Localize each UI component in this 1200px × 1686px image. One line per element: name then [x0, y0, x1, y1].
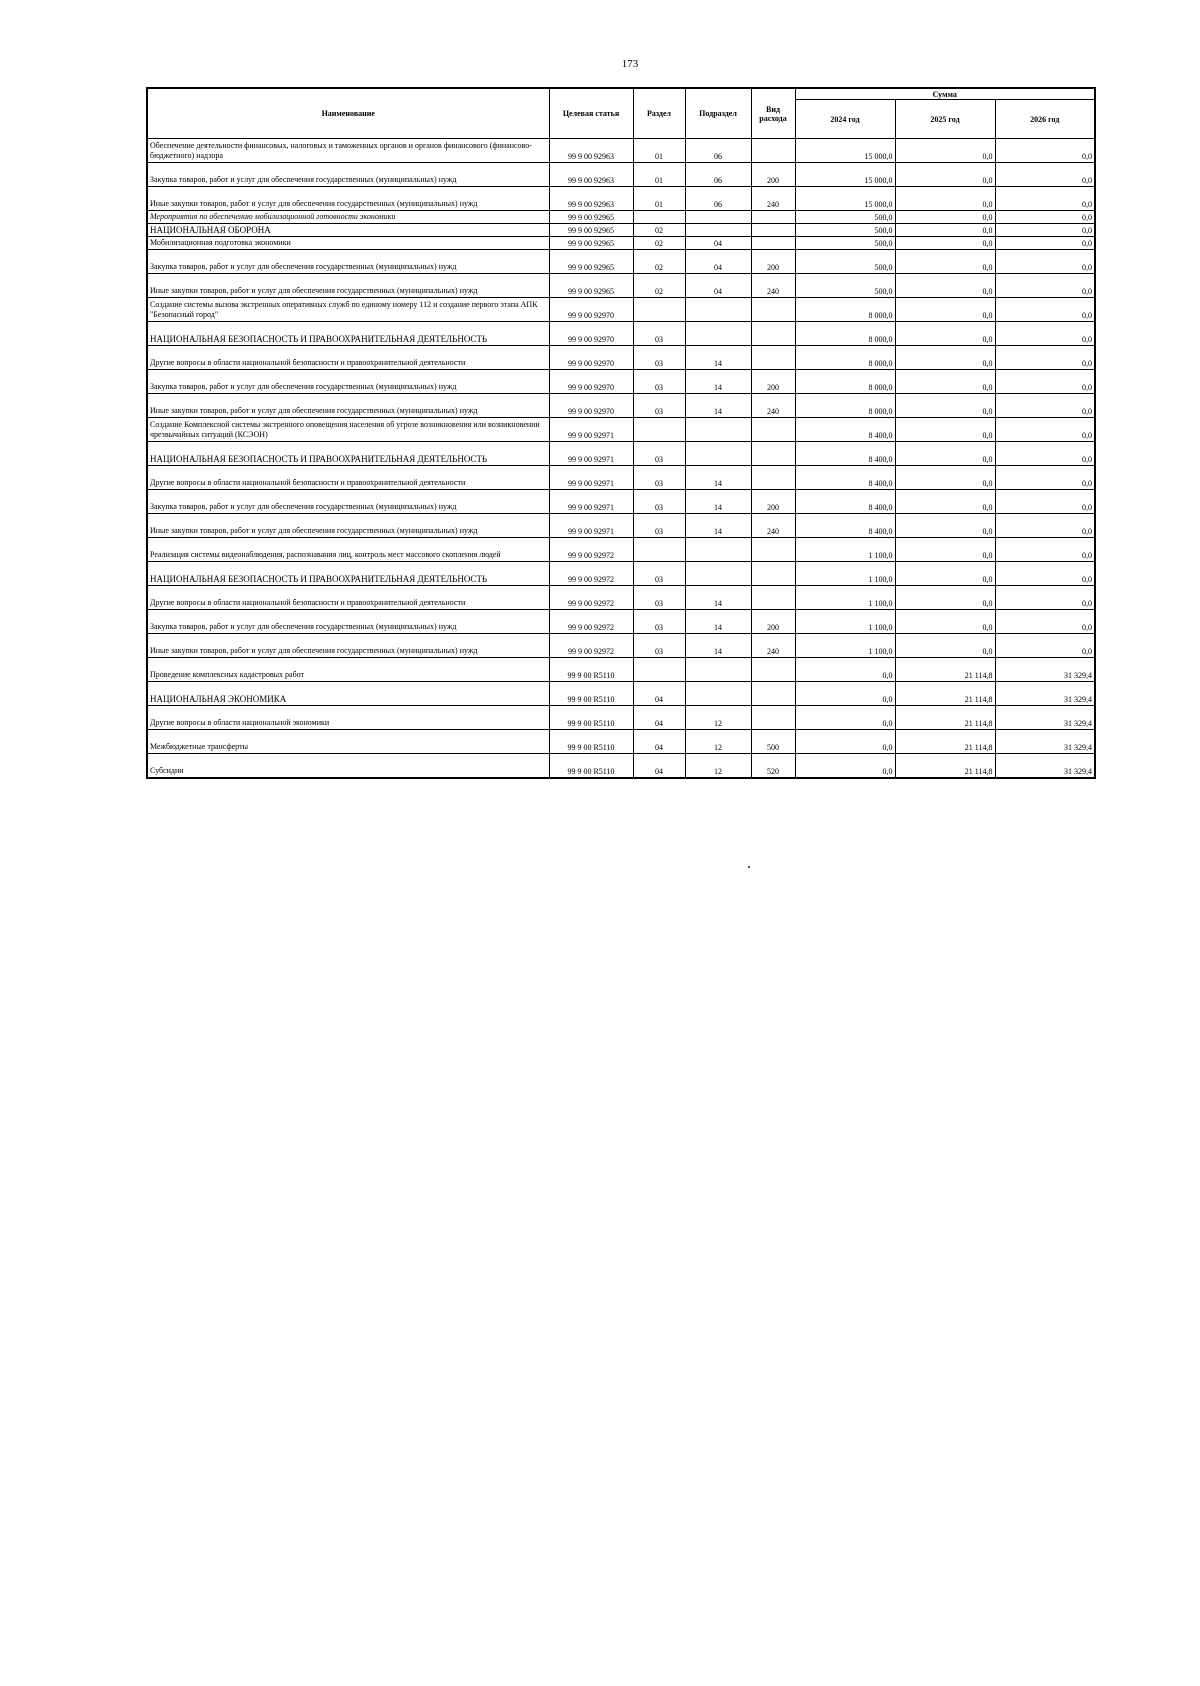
row-name: Закупка товаров, работ и услуг для обеспечения государственных (муниципальных) нужд	[147, 610, 549, 634]
row-sum-2025: 0,0	[895, 538, 995, 562]
row-sum-2025: 21 114,8	[895, 706, 995, 730]
row-sum-2025: 0,0	[895, 490, 995, 514]
table-row	[147, 237, 1095, 250]
row-sum-2024: 8 400,0	[795, 490, 895, 514]
row-name: Мероприятия по обеспечению мобилизационной готовности экономики	[147, 211, 549, 224]
table-row	[147, 211, 1095, 224]
row-sum-2025: 21 114,8	[895, 682, 995, 706]
row-sum-2024: 1 100,0	[795, 634, 895, 658]
row-sum-2025: 0,0	[895, 466, 995, 490]
table-row	[147, 658, 1095, 682]
row-target-article: 99 9 00 92971	[549, 490, 633, 514]
row-sum-2025: 0,0	[895, 298, 995, 322]
row-sum-2026: 0,0	[995, 237, 1095, 250]
row-target-article: 99 9 00 92972	[549, 610, 633, 634]
row-sum-2024: 500,0	[795, 250, 895, 274]
row-sum-2024: 8 000,0	[795, 298, 895, 322]
header-section: Раздел	[633, 88, 685, 139]
row-name: Другие вопросы в области национальной безопасности и правоохранительной деятельности	[147, 346, 549, 370]
row-sum-2024: 8 400,0	[795, 418, 895, 442]
row-name: Закупка товаров, работ и услуг для обеспечения государственных (муниципальных) нужд	[147, 163, 549, 187]
row-sum-2024: 500,0	[795, 274, 895, 298]
row-subsection: 04	[685, 274, 751, 298]
row-target-article: 99 9 00 92963	[549, 163, 633, 187]
row-name: Обеспечение деятельности финансовых, налоговых и таможенных органов и органов финансового (финансово-бюджетного) надзора	[147, 139, 549, 163]
row-sum-2025: 0,0	[895, 163, 995, 187]
row-name: Другие вопросы в области национальной безопасности и правоохранительной деятельности	[147, 586, 549, 610]
row-target-article: 99 9 00 92971	[549, 466, 633, 490]
header-year-2024: 2024 год	[795, 100, 895, 139]
header-year-2025: 2025 год	[895, 100, 995, 139]
row-name: НАЦИОНАЛЬНАЯ БЕЗОПАСНОСТЬ И ПРАВООХРАНИТЕЛЬНАЯ ДЕЯТЕЛЬНОСТЬ	[147, 322, 549, 346]
row-section: 03	[633, 562, 685, 586]
row-expense-type	[751, 224, 795, 237]
row-target-article: 99 9 00 92972	[549, 634, 633, 658]
row-expense-type: 240	[751, 634, 795, 658]
row-sum-2024: 1 100,0	[795, 538, 895, 562]
row-section	[633, 658, 685, 682]
row-section: 02	[633, 274, 685, 298]
row-section	[633, 538, 685, 562]
table-row	[147, 163, 1095, 187]
row-sum-2025: 0,0	[895, 514, 995, 538]
row-expense-type	[751, 139, 795, 163]
row-expense-type: 200	[751, 610, 795, 634]
row-sum-2025: 0,0	[895, 274, 995, 298]
row-expense-type	[751, 346, 795, 370]
row-sum-2026: 31 329,4	[995, 658, 1095, 682]
row-sum-2026: 0,0	[995, 586, 1095, 610]
row-subsection: 14	[685, 490, 751, 514]
table-row	[147, 139, 1095, 163]
row-sum-2026: 0,0	[995, 610, 1095, 634]
table-row	[147, 562, 1095, 586]
row-sum-2025: 0,0	[895, 187, 995, 211]
row-name: Другие вопросы в области национальной безопасности и правоохранительной деятельности	[147, 466, 549, 490]
row-section: 01	[633, 139, 685, 163]
row-subsection: 14	[685, 634, 751, 658]
row-subsection: 06	[685, 187, 751, 211]
row-expense-type	[751, 442, 795, 466]
row-sum-2024: 15 000,0	[795, 187, 895, 211]
row-section: 04	[633, 706, 685, 730]
row-section: 03	[633, 394, 685, 418]
row-section: 02	[633, 250, 685, 274]
row-sum-2025: 0,0	[895, 610, 995, 634]
table-row	[147, 224, 1095, 237]
row-name: Иные закупки товаров, работ и услуг для обеспечения государственных (муниципальных) нужд	[147, 394, 549, 418]
row-target-article: 99 9 00 92970	[549, 370, 633, 394]
row-subsection: 14	[685, 514, 751, 538]
row-sum-2024: 8 400,0	[795, 442, 895, 466]
row-sum-2025: 21 114,8	[895, 754, 995, 778]
table-row	[147, 586, 1095, 610]
row-name: Закупка товаров, работ и услуг для обеспечения государственных (муниципальных) нужд	[147, 250, 549, 274]
row-sum-2024: 0,0	[795, 682, 895, 706]
table-row	[147, 514, 1095, 538]
row-target-article: 99 9 00 R5110	[549, 682, 633, 706]
row-sum-2024: 8 400,0	[795, 466, 895, 490]
row-sum-2026: 0,0	[995, 634, 1095, 658]
row-expense-type	[751, 706, 795, 730]
table-row	[147, 187, 1095, 211]
row-sum-2026: 0,0	[995, 139, 1095, 163]
row-name: Иные закупки товаров, работ и услуг для обеспечения государственных (муниципальных) нужд	[147, 514, 549, 538]
table-row	[147, 442, 1095, 466]
header-sum: Сумма	[795, 88, 1095, 100]
row-section: 02	[633, 224, 685, 237]
row-name: Межбюджетные трансферты	[147, 730, 549, 754]
row-section: 03	[633, 346, 685, 370]
row-sum-2024: 0,0	[795, 730, 895, 754]
row-expense-type	[751, 418, 795, 442]
row-subsection: 04	[685, 237, 751, 250]
row-sum-2026: 0,0	[995, 418, 1095, 442]
table-row	[147, 538, 1095, 562]
row-subsection: 12	[685, 730, 751, 754]
row-sum-2025: 0,0	[895, 442, 995, 466]
row-sum-2026: 31 329,4	[995, 754, 1095, 778]
row-name: Субсидии	[147, 754, 549, 778]
row-expense-type: 240	[751, 394, 795, 418]
row-sum-2024: 0,0	[795, 754, 895, 778]
header-expense-type: Вид расхода	[751, 88, 795, 139]
table-row	[147, 250, 1095, 274]
row-name: НАЦИОНАЛЬНАЯ БЕЗОПАСНОСТЬ И ПРАВООХРАНИТЕЛЬНАЯ ДЕЯТЕЛЬНОСТЬ	[147, 442, 549, 466]
row-section: 03	[633, 610, 685, 634]
row-target-article: 99 9 00 92965	[549, 250, 633, 274]
row-sum-2024: 8 000,0	[795, 370, 895, 394]
row-sum-2025: 0,0	[895, 250, 995, 274]
row-expense-type	[751, 562, 795, 586]
row-sum-2026: 0,0	[995, 298, 1095, 322]
row-sum-2024: 500,0	[795, 224, 895, 237]
row-sum-2025: 0,0	[895, 586, 995, 610]
row-sum-2025: 0,0	[895, 346, 995, 370]
row-target-article: 99 9 00 92965	[549, 237, 633, 250]
table-row	[147, 298, 1095, 322]
row-target-article: 99 9 00 92971	[549, 442, 633, 466]
row-sum-2026: 0,0	[995, 346, 1095, 370]
row-name: Создание системы вызова экстренных оперативных служб по единому номеру 112 и создание первого этапа АПК "Безопасный город"	[147, 298, 549, 322]
row-subsection	[685, 442, 751, 466]
row-name: Другие вопросы в области национальной экономики	[147, 706, 549, 730]
row-subsection	[685, 562, 751, 586]
row-sum-2026: 0,0	[995, 322, 1095, 346]
row-expense-type	[751, 237, 795, 250]
row-subsection	[685, 322, 751, 346]
row-section	[633, 298, 685, 322]
row-sum-2025: 0,0	[895, 394, 995, 418]
row-sum-2024: 15 000,0	[795, 163, 895, 187]
header-target-article: Целевая статья	[549, 88, 633, 139]
row-target-article: 99 9 00 92970	[549, 298, 633, 322]
row-subsection: 14	[685, 610, 751, 634]
table-row	[147, 394, 1095, 418]
header-year-2026: 2026 год	[995, 100, 1095, 139]
row-sum-2026: 0,0	[995, 514, 1095, 538]
table-row	[147, 634, 1095, 658]
row-sum-2026: 0,0	[995, 394, 1095, 418]
row-sum-2024: 8 000,0	[795, 394, 895, 418]
row-sum-2024: 8 000,0	[795, 346, 895, 370]
row-subsection: 14	[685, 586, 751, 610]
table-row	[147, 418, 1095, 442]
row-sum-2024: 1 100,0	[795, 562, 895, 586]
row-section: 03	[633, 490, 685, 514]
table-row	[147, 706, 1095, 730]
page-number: 173	[621, 58, 639, 70]
row-sum-2025: 0,0	[895, 562, 995, 586]
header-subsection: Подраздел	[685, 88, 751, 139]
row-expense-type	[751, 658, 795, 682]
row-sum-2026: 0,0	[995, 211, 1095, 224]
header-name: Наименование	[147, 88, 549, 139]
row-target-article: 99 9 00 92963	[549, 187, 633, 211]
row-subsection	[685, 211, 751, 224]
row-expense-type	[751, 298, 795, 322]
row-sum-2026: 0,0	[995, 538, 1095, 562]
row-expense-type: 240	[751, 274, 795, 298]
row-sum-2026: 0,0	[995, 442, 1095, 466]
row-target-article: 99 9 00 92970	[549, 394, 633, 418]
row-subsection: 14	[685, 466, 751, 490]
scan-artifact	[748, 866, 750, 868]
row-name: Иные закупки товаров, работ и услуг для обеспечения государственных (муниципальных) нужд	[147, 634, 549, 658]
row-section: 03	[633, 442, 685, 466]
row-sum-2025: 0,0	[895, 418, 995, 442]
row-sum-2025: 0,0	[895, 224, 995, 237]
row-sum-2025: 0,0	[895, 634, 995, 658]
row-expense-type: 200	[751, 370, 795, 394]
row-target-article: 99 9 00 92972	[549, 538, 633, 562]
row-expense-type	[751, 538, 795, 562]
row-name: Закупка товаров, работ и услуг для обеспечения государственных (муниципальных) нужд	[147, 490, 549, 514]
row-section: 01	[633, 187, 685, 211]
row-name: НАЦИОНАЛЬНАЯ ОБОРОНА	[147, 224, 549, 237]
row-expense-type: 500	[751, 730, 795, 754]
row-sum-2026: 0,0	[995, 490, 1095, 514]
row-target-article: 99 9 00 92970	[549, 346, 633, 370]
row-expense-type	[751, 682, 795, 706]
row-section: 03	[633, 466, 685, 490]
row-name: Мобилизационная подготовка экономики	[147, 237, 549, 250]
row-sum-2024: 0,0	[795, 658, 895, 682]
row-section	[633, 418, 685, 442]
row-target-article: 99 9 00 R5110	[549, 730, 633, 754]
row-section: 03	[633, 322, 685, 346]
row-sum-2024: 500,0	[795, 237, 895, 250]
table-row	[147, 490, 1095, 514]
table-row	[147, 730, 1095, 754]
row-subsection: 14	[685, 394, 751, 418]
row-target-article: 99 9 00 R5110	[549, 754, 633, 778]
row-section	[633, 211, 685, 224]
row-subsection: 06	[685, 163, 751, 187]
row-sum-2024: 1 100,0	[795, 610, 895, 634]
row-name: Иные закупки товаров, работ и услуг для обеспечения государственных (муниципальных) нужд	[147, 274, 549, 298]
row-expense-type: 240	[751, 187, 795, 211]
row-sum-2025: 21 114,8	[895, 730, 995, 754]
row-subsection	[685, 298, 751, 322]
row-subsection: 14	[685, 370, 751, 394]
row-section: 02	[633, 237, 685, 250]
row-target-article: 99 9 00 R5110	[549, 706, 633, 730]
row-name: НАЦИОНАЛЬНАЯ БЕЗОПАСНОСТЬ И ПРАВООХРАНИТЕЛЬНАЯ ДЕЯТЕЛЬНОСТЬ	[147, 562, 549, 586]
row-name: НАЦИОНАЛЬНАЯ ЭКОНОМИКА	[147, 682, 549, 706]
row-expense-type: 240	[751, 514, 795, 538]
row-subsection	[685, 538, 751, 562]
row-sum-2026: 31 329,4	[995, 730, 1095, 754]
row-expense-type	[751, 322, 795, 346]
row-section: 03	[633, 586, 685, 610]
row-target-article: 99 9 00 92972	[549, 562, 633, 586]
row-sum-2026: 0,0	[995, 187, 1095, 211]
row-sum-2026: 31 329,4	[995, 706, 1095, 730]
row-sum-2025: 0,0	[895, 322, 995, 346]
row-sum-2024: 15 000,0	[795, 139, 895, 163]
row-target-article: 99 9 00 92965	[549, 274, 633, 298]
row-subsection: 14	[685, 346, 751, 370]
row-target-article: 99 9 00 92971	[549, 418, 633, 442]
row-section: 04	[633, 682, 685, 706]
table-row	[147, 754, 1095, 778]
row-sum-2024: 500,0	[795, 211, 895, 224]
table-row	[147, 274, 1095, 298]
row-sum-2026: 0,0	[995, 224, 1095, 237]
row-target-article: 99 9 00 92972	[549, 586, 633, 610]
row-target-article: 99 9 00 92965	[549, 224, 633, 237]
row-target-article: 99 9 00 R5110	[549, 658, 633, 682]
row-sum-2026: 0,0	[995, 274, 1095, 298]
row-name: Создание Комплексной системы экстренного оповещения населения об угрозе возникновения или возникновении чрезвычайных ситуаций (КСЭОН)	[147, 418, 549, 442]
row-name: Закупка товаров, работ и услуг для обеспечения государственных (муниципальных) нужд	[147, 370, 549, 394]
row-sum-2026: 0,0	[995, 370, 1095, 394]
row-target-article: 99 9 00 92971	[549, 514, 633, 538]
row-sum-2026: 0,0	[995, 163, 1095, 187]
row-sum-2026: 0,0	[995, 466, 1095, 490]
row-subsection	[685, 418, 751, 442]
row-section: 03	[633, 370, 685, 394]
row-subsection	[685, 682, 751, 706]
row-name: Иные закупки товаров, работ и услуг для обеспечения государственных (муниципальных) нужд	[147, 187, 549, 211]
row-subsection: 12	[685, 754, 751, 778]
row-sum-2024: 8 000,0	[795, 322, 895, 346]
row-expense-type: 520	[751, 754, 795, 778]
row-subsection: 04	[685, 250, 751, 274]
row-sum-2026: 31 329,4	[995, 682, 1095, 706]
row-expense-type: 200	[751, 250, 795, 274]
row-section: 04	[633, 754, 685, 778]
row-subsection	[685, 224, 751, 237]
row-sum-2026: 0,0	[995, 250, 1095, 274]
row-subsection: 06	[685, 139, 751, 163]
table-row	[147, 466, 1095, 490]
row-expense-type: 200	[751, 490, 795, 514]
row-section: 04	[633, 730, 685, 754]
row-sum-2024: 8 400,0	[795, 514, 895, 538]
row-target-article: 99 9 00 92970	[549, 322, 633, 346]
row-sum-2024: 1 100,0	[795, 586, 895, 610]
table-row	[147, 346, 1095, 370]
row-name: Проведение комплексных кадастровых работ	[147, 658, 549, 682]
row-section: 03	[633, 514, 685, 538]
row-name: Реализация системы видеонаблюдения, распознавания лиц, контроль мест массового скопления людей	[147, 538, 549, 562]
row-expense-type	[751, 211, 795, 224]
row-subsection: 12	[685, 706, 751, 730]
row-sum-2025: 0,0	[895, 211, 995, 224]
table-row	[147, 682, 1095, 706]
row-sum-2025: 0,0	[895, 370, 995, 394]
row-sum-2024: 0,0	[795, 706, 895, 730]
row-target-article: 99 9 00 92965	[549, 211, 633, 224]
row-section: 03	[633, 634, 685, 658]
budget-table	[146, 87, 1096, 779]
row-sum-2026: 0,0	[995, 562, 1095, 586]
row-sum-2025: 0,0	[895, 237, 995, 250]
row-expense-type	[751, 586, 795, 610]
row-expense-type: 200	[751, 163, 795, 187]
row-sum-2025: 0,0	[895, 139, 995, 163]
row-target-article: 99 9 00 92963	[549, 139, 633, 163]
table-row	[147, 322, 1095, 346]
table-row	[147, 370, 1095, 394]
row-sum-2025: 21 114,8	[895, 658, 995, 682]
row-section: 01	[633, 163, 685, 187]
table-row	[147, 610, 1095, 634]
row-subsection	[685, 658, 751, 682]
row-expense-type	[751, 466, 795, 490]
